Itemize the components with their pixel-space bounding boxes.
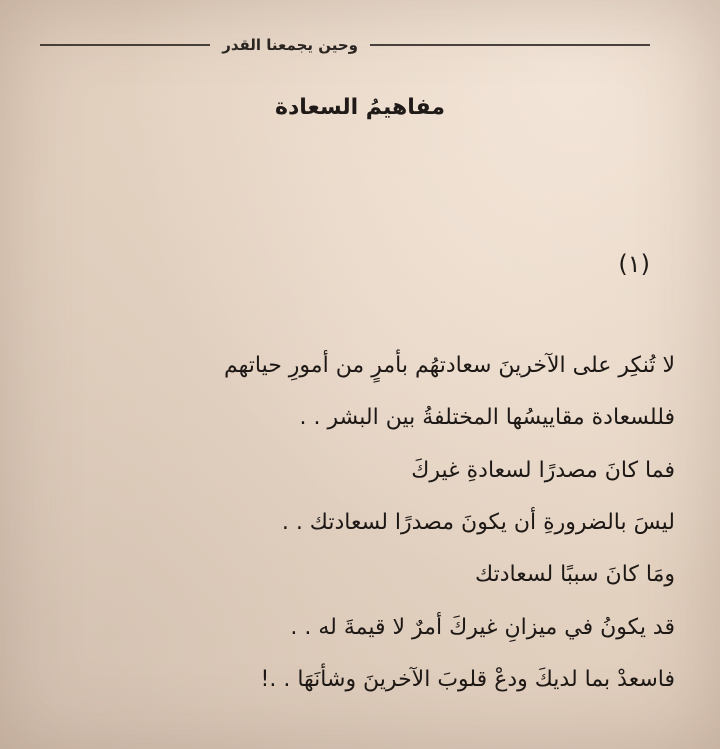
poem-text — [55, 340, 675, 707]
poem-line: ليسَ بالضرورةِ أن يكونَ مصدرًا لسعادتك . . — [281, 510, 675, 536]
poem-line: فللسعادة مقاييسُها المختلفةُ بين البشر . . — [299, 405, 675, 431]
poem-line: فاسعدْ بما لديكَ ودعْ قلوبَ الآخرينَ وشأنَهَا . .! — [260, 667, 675, 693]
running-header — [40, 30, 650, 60]
poem-line: فما كانَ مصدرًا لسعادةِ غيركَ — [411, 457, 675, 483]
poem-line: قد يكونُ في ميزانِ غيركَ أمرٌ لا قيمةَ له . . — [290, 614, 675, 640]
section-number: (١) — [618, 250, 650, 278]
poem-line: لا تُنكِر على الآخرينَ سعادتهُم بأمرٍ من أمورِ حياتهم — [223, 353, 675, 378]
chapter-title: مفاهيمُ السعادة — [274, 95, 445, 120]
running-header-title: وحين يجمعنا القدر — [222, 36, 358, 54]
poem-line: ومَا كانَ سببًا لسعادتك — [475, 562, 675, 588]
header-rule-left — [40, 44, 210, 46]
header-rule-right — [370, 44, 650, 46]
